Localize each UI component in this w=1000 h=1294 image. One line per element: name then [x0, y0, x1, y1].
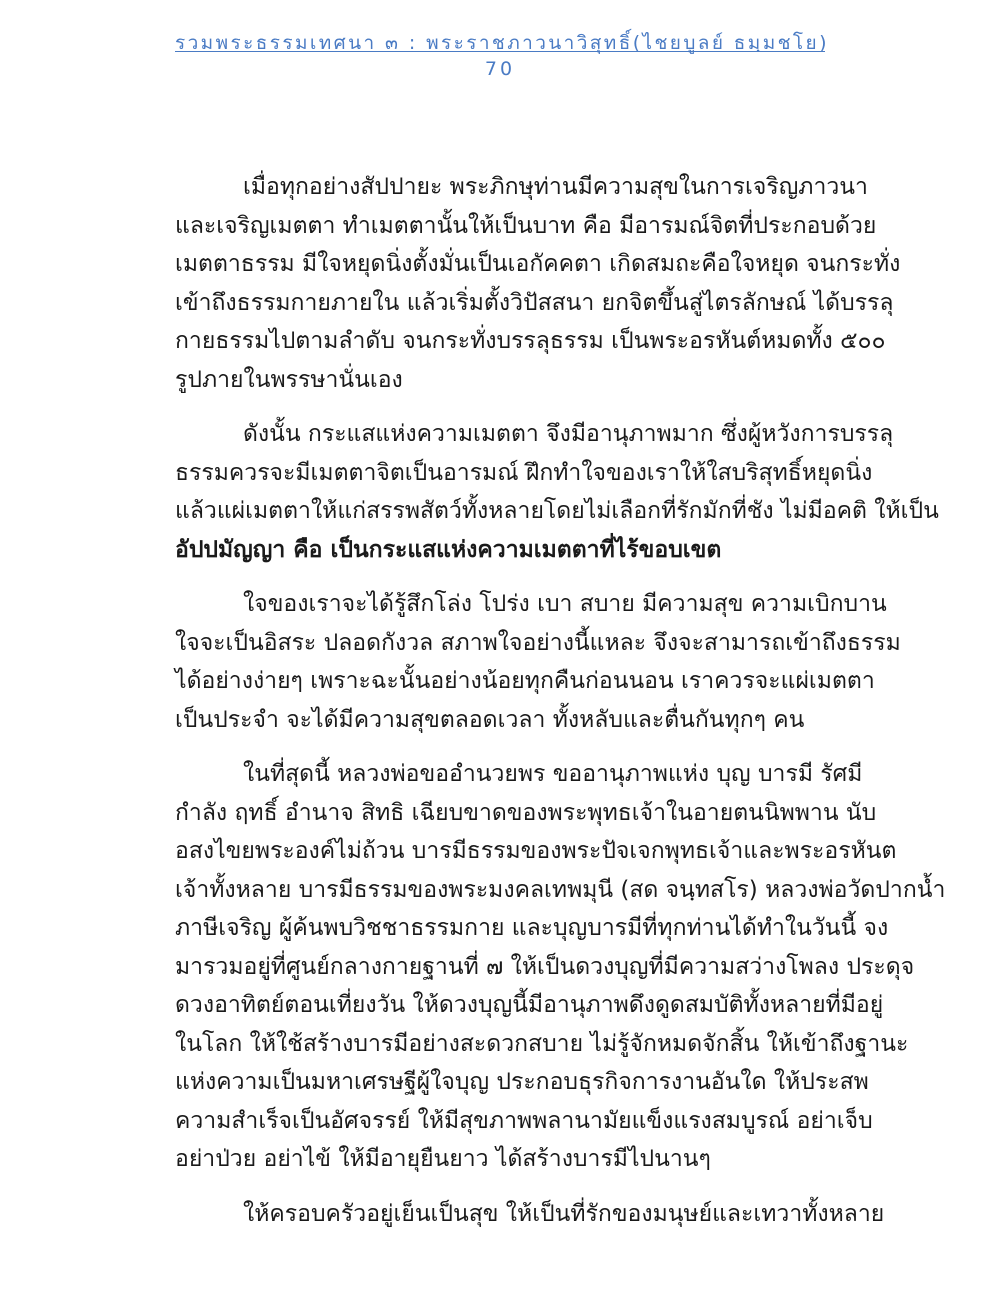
- text-line: และเจริญเมตตา ทำเมตตานั้นให้เป็นบาท คือ มีอารมณ์จิตที่ประกอบด้วย: [175, 212, 877, 239]
- text-line: ดวงอาทิตย์ตอนเที่ยงวัน ให้ดวงบุญนี้มีอานุภาพดึงดูดสมบัติทั้งหลายที่มีอยู่: [175, 992, 884, 1018]
- paragraph-4: [175, 755, 946, 1179]
- paragraph-5: [175, 1195, 885, 1234]
- text-line: แล้วแผ่เมตตาให้แก่สรรพสัตว์ทั้งหลายโดยไม่เลือกที่รักมักที่ชัง ไม่มีอคติ ให้เป็น: [175, 498, 939, 524]
- text-line: ให้ครอบครัวอยู่เย็นเป็นสุข ให้เป็นที่รักของมนุษย์และเทวาทั้งหลาย: [243, 1200, 885, 1227]
- text-line: แห่งความเป็นมหาเศรษฐีผู้ใจบุญ ประกอบธุรกิจการงานอันใด ให้ประสพ: [175, 1069, 869, 1095]
- paragraph-1: [175, 168, 901, 399]
- text-line: เจ้าทั้งหลาย บารมีธรรมของพระมงคลเทพมุนี (สด จนฺทสโร) หลวงพ่อวัดปากน้ำ: [175, 876, 946, 903]
- text-line: มารวมอยู่ที่ศูนย์กลางกายฐานที่ ๗ ให้เป็นดวงบุญที่มีความสว่างโพลง ประดุจ: [175, 953, 915, 980]
- text-line: เมื่อทุกอย่างสัปปายะ พระภิกษุท่านมีความสุขในการเจริญภาวนา: [243, 174, 868, 200]
- text-line: กำลัง ฤทธิ์ อำนาจ สิทธิ เฉียบขาดของพระพุทธเจ้าในอายตนนิพพาน นับ: [175, 799, 877, 826]
- text-line: ธรรมควรจะมีเมตตาจิตเป็นอารมณ์ ฝึกทำใจของเราให้ใสบริสุทธิ์หยุดนิ่ง: [175, 459, 873, 486]
- running-header: รวมพระธรรมเทศนา ๓ : พระราชภาวนาวิสุทธิ์(ไชยบูลย์ ธมฺมชโย): [175, 32, 829, 54]
- page-number: 70: [484, 58, 516, 80]
- paragraph-3: [175, 585, 901, 739]
- bold-text-line: อัปปมัญญา คือ เป็นกระแสแห่งความเมตตาที่ไร้ขอบเขต: [175, 536, 722, 563]
- text-line: เป็นประจำ จะได้มีความสุขตลอดเวลา ทั้งหลับและตื่นกันทุกๆ คน: [175, 706, 805, 733]
- paragraph-2: [175, 415, 939, 569]
- text-line: ในที่สุดนี้ หลวงพ่อขออำนวยพร ขออานุภาพแห่ง บุญ บารมี รัศมี: [243, 761, 863, 787]
- text-line: กายธรรมไปตามลำดับ จนกระทั่งบรรลุธรรม เป็นพระอรหันต์หมดทั้ง ๕๐๐: [175, 328, 886, 354]
- text-line: เมตตาธรรม มีใจหยุดนิ่งตั้งมั่นเป็นเอกัคคตา เกิดสมถะคือใจหยุด จนกระทั่ง: [175, 251, 901, 277]
- text-line: เข้าถึงธรรมกายภายใน แล้วเริ่มตั้งวิปัสสนา ยกจิตขึ้นสู่ไตรลักษณ์ ได้บรรลุ: [175, 289, 894, 316]
- text-line: ได้อย่างง่ายๆ เพราะฉะนั้นอย่างน้อยทุกคืนก่อนนอน เราควรจะแผ่เมตตา: [175, 668, 875, 694]
- text-line: ความสำเร็จเป็นอัศจรรย์ ให้มีสุขภาพพลานามัยแข็งแรงสมบูรณ์ อย่าเจ็บ: [175, 1107, 873, 1134]
- text-line: ดังนั้น กระแสแห่งความเมตตา จึงมีอานุภาพมาก ซึ่งผู้หวังการบรรลุ: [243, 421, 894, 447]
- header-underline: [175, 51, 825, 52]
- text-line: ภาษีเจริญ ผู้ค้นพบวิชชาธรรมกาย และบุญบารมีที่ทุกท่านได้ทำในวันนี้ จง: [175, 915, 889, 941]
- text-line: รูปภายในพรรษานั่นเอง: [175, 366, 403, 393]
- text-line: ในโลก ให้ใช้สร้างบารมีอย่างสะดวกสบาย ไม่รู้จักหมดจักสิ้น ให้เข้าถึงฐานะ: [175, 1030, 909, 1057]
- text-line: อสงไขยพระองค์ไม่ถ้วน บารมีธรรมของพระปัจเจกพุทธเจ้าและพระอรหันต: [175, 838, 897, 864]
- text-line: อย่าป่วย อย่าไข้ ให้มีอายุยืนยาว ได้สร้างบารมีไปนานๆ: [175, 1146, 711, 1172]
- text-line: ใจของเราจะได้รู้สึกโล่ง โปร่ง เบา สบาย มีความสุข ความเบิกบาน: [243, 591, 887, 617]
- text-line: ใจจะเป็นอิสระ ปลอดกังวล สภาพใจอย่างนี้แหละ จึงจะสามารถเข้าถึงธรรม: [175, 629, 901, 656]
- document-body: [175, 168, 946, 1249]
